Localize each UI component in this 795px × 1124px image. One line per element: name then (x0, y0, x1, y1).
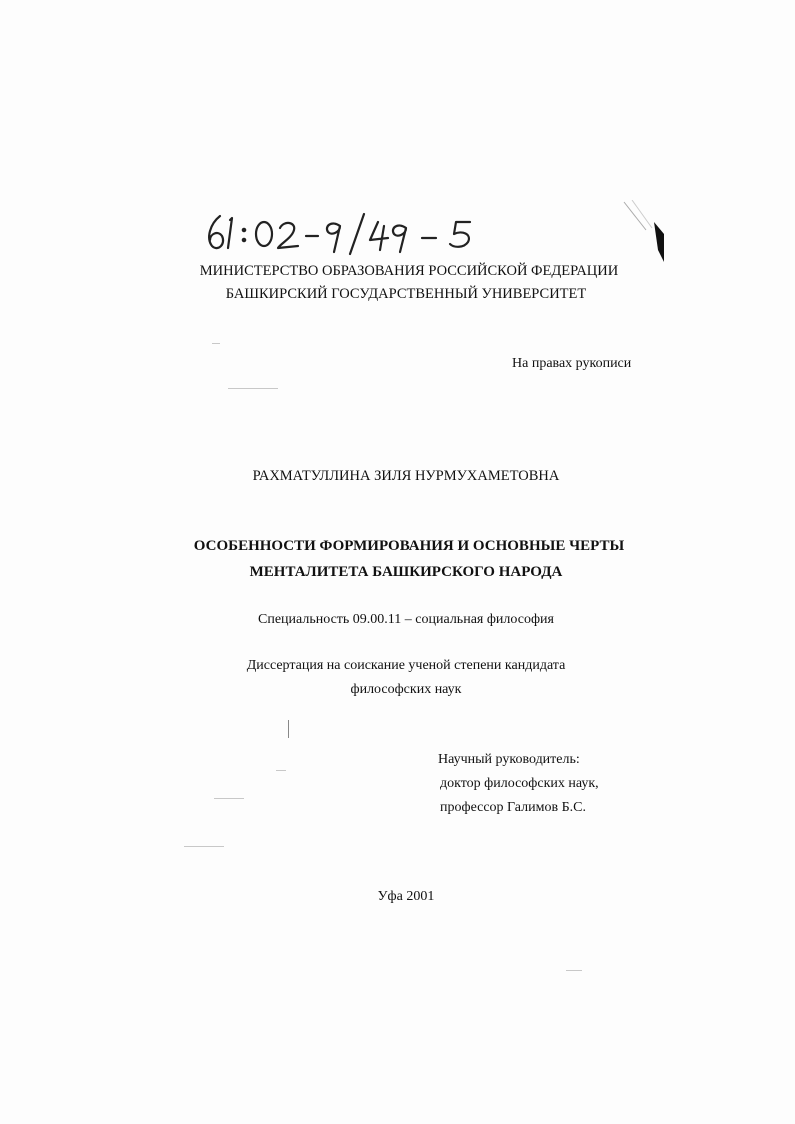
author-name: РАХМАТУЛЛИНА ЗИЛЯ НУРМУХАМЕТОВНА (252, 468, 560, 484)
degree-statement-line-1: Диссертация на соискание ученой степени кандидата (246, 658, 566, 673)
scan-speck (214, 798, 244, 799)
rights-note: На правах рукописи (512, 356, 632, 371)
scan-speck (184, 846, 224, 847)
dissertation-title-line-1: ОСОБЕННОСТИ ФОРМИРОВАНИЯ И ОСНОВНЫЕ ЧЕРТЫ (193, 538, 625, 554)
supervisor-degree: доктор философских наук, (440, 776, 599, 791)
scan-speck (276, 770, 286, 771)
scan-speck (566, 970, 582, 971)
handwriting-drawing (200, 206, 520, 256)
university-name: БАШКИРСКИЙ ГОСУДАРСТВЕННЫЙ УНИВЕРСИТЕТ (225, 286, 587, 302)
scan-corner-mark (622, 200, 670, 270)
dissertation-title-line-2: МЕНТАЛИТЕТА БАШКИРСКОГО НАРОДА (249, 564, 563, 580)
scan-speck (288, 720, 289, 738)
ministry-name: МИНИСТЕРСТВО ОБРАЗОВАНИЯ РОССИЙСКОЙ ФЕДЕРАЦИИ (199, 263, 619, 279)
specialty: Специальность 09.00.11 – социальная философия (258, 612, 554, 627)
handwritten-archive-number (200, 206, 520, 256)
supervisor-label: Научный руководитель: (438, 752, 580, 767)
corner-mark-shape (622, 200, 670, 270)
scan-speck (228, 388, 278, 389)
degree-statement-line-2: философских наук (350, 682, 462, 697)
supervisor-name: профессор Галимов Б.С. (440, 800, 586, 815)
city-year: Уфа 2001 (377, 889, 435, 904)
scan-speck (212, 343, 220, 344)
